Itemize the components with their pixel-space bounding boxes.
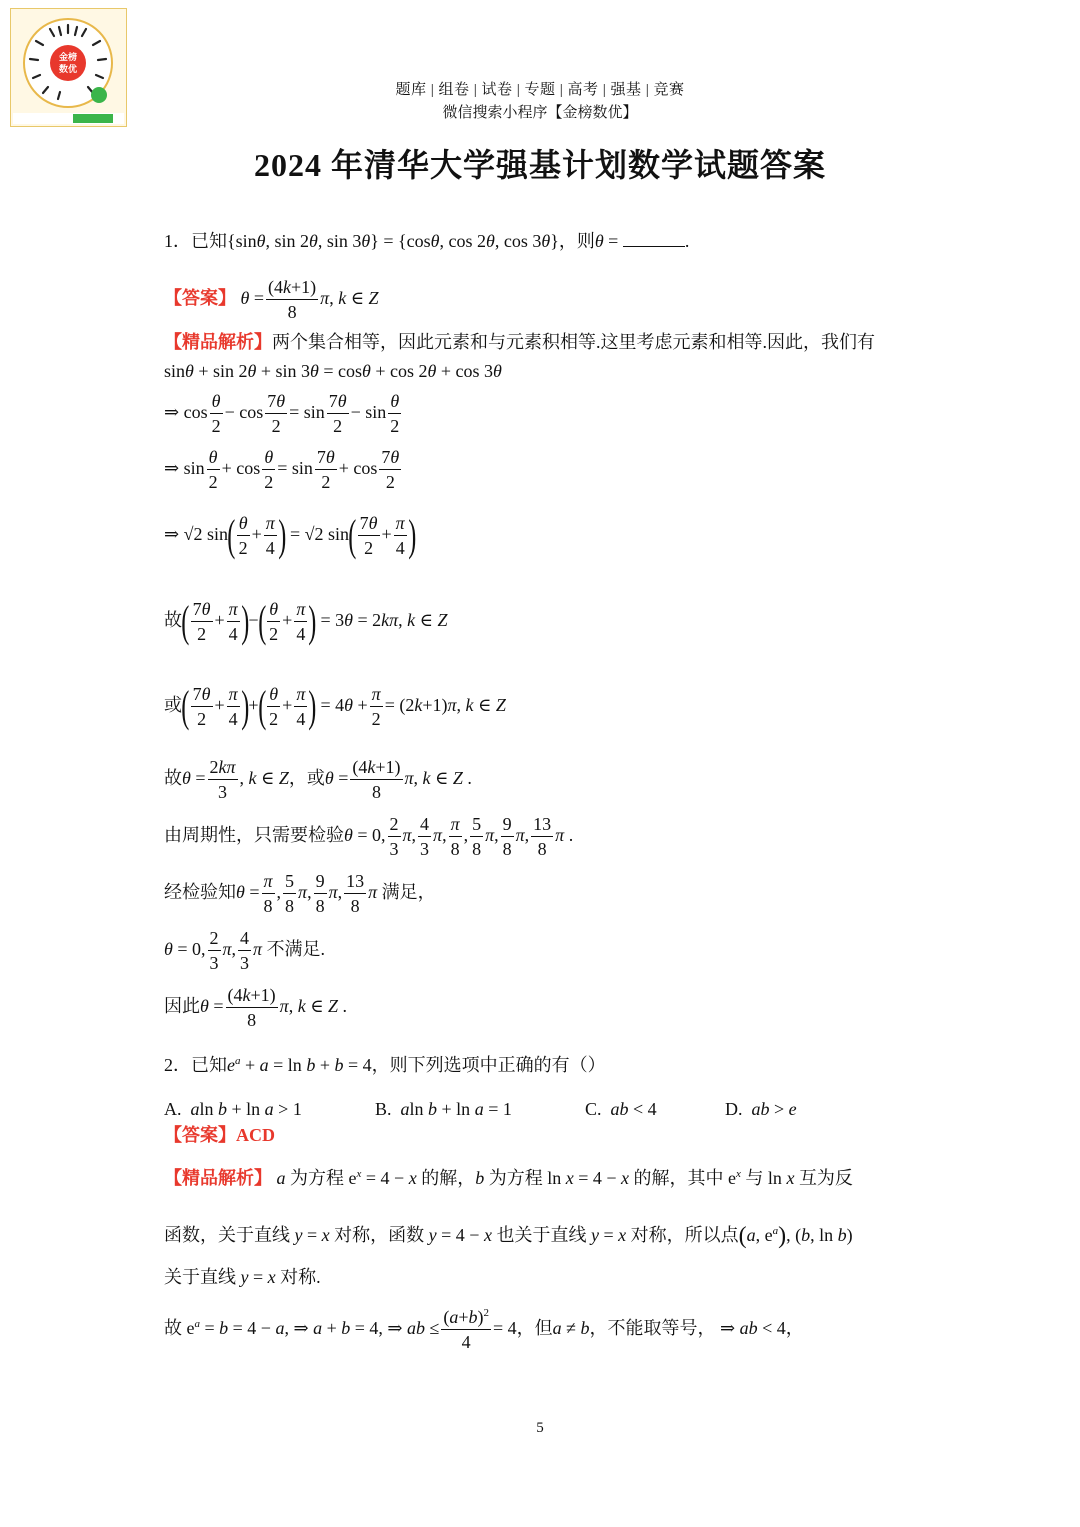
q2-option-a: A. aln b + ln a > 1 <box>164 1099 302 1119</box>
page-title: 2024 年清华大学强基计划数学试题答案 <box>253 147 826 183</box>
q2-option-b: B. aln b + ln a = 1 <box>375 1099 512 1119</box>
q1-not-satisfy: θ = 0, $\frac{2}{3}$ π, $\frac{4}{3}$ π 不满足. <box>164 928 326 973</box>
q1-periodicity: 由周期性，只需要检验θ = 0, $\frac{2}{3}$ π, $\frac{4}{3}$ π, $\frac{\pi}{8}$ , $\frac{5}{8}$ π, $\frac{9}{8}$ π, $\frac{13}{8}$ π . <box>164 814 574 859</box>
q1-statement: 1．已知{sinθ, sin 2θ, sin 3θ} = {cosθ, cos 2θ, cos 3θ}，则θ = . <box>164 231 690 251</box>
q1-step-2: ⇒ cos $\frac{\theta}{2}$ − cos $\frac{7\theta}{2}$ = sin $\frac{7\theta}{2}$ − sin $\frac{\theta}{2}$ <box>164 391 400 436</box>
page-number: 5 <box>536 1420 544 1436</box>
q2-analysis-3: 关于直线 y = x 对称. <box>164 1267 321 1287</box>
q1-case-1: 故( $\frac{7\theta}{2}$ + $\frac{\pi}{4}$ )−( $\frac{\theta}{2}$ + $\frac{\pi}{4}$ ) = 3θ = 2kπ, k ∈ Z <box>164 597 448 646</box>
q1-step-1: sinθ + sin 2θ + sin 3θ = cosθ + cos 2θ + cos 3θ <box>164 361 502 381</box>
q2-option-d: D. ab > e <box>725 1099 797 1119</box>
q1-check: 经检验知θ = $\frac{\pi}{8}$ , $\frac{5}{8}$ π, $\frac{9}{8}$ π, $\frac{13}{8}$ π 满足， <box>164 871 436 916</box>
q2-analysis-1: 【精品解析】 a 为方程 $e^x = 4 - x$ 的解，b 为方程 ln x = 4 − x 的解，其中 $e^x$ 与 ln x 互为反 <box>164 1168 853 1188</box>
q2-analysis-2: 函数，关于直线 y = x 对称，函数 y = 4 − x 也关于直线 y = x 对称，所以点(a, $e^a$), (b, ln b) <box>164 1223 853 1249</box>
logo-center-text: 金榜 <box>58 53 78 63</box>
q1-conclusion: 因此θ = $\frac{(4k+1)}{8}$ π, k ∈ Z . <box>164 985 348 1030</box>
q2-analysis-4: 故 $e^a = b = 4 - a$, ⇒ a + b = 4, ⇒ ab ≤ $\frac{(a+b)^2}{4}$ = 4，但a ≠ b，不能取等号， ⇒ ab < 4， <box>164 1307 804 1352</box>
q1-analysis-intro: 【精品解析】两个集合相等，因此元素和与元素积相等.这里考虑元素和相等.因此，我们有 <box>164 332 875 352</box>
q1-step-4: ⇒ √2 sin( $\frac{\theta}{2}$ + $\frac{\pi}{4}$ ) = √2 sin( $\frac{7\theta}{2}$ + $\frac{\pi}{4}$ ) <box>164 511 417 560</box>
q1-solutions: 故θ = $\frac{2k\pi}{3}$ , k ∈ Z，或θ = $\frac{(4k+1)}{8}$ π, k ∈ Z . <box>164 757 472 802</box>
header-nav: 题库 | 组卷 | 试卷 | 专题 | 高考 | 强基 | 竞赛 <box>395 82 685 98</box>
q1-step-3: ⇒ sin $\frac{\theta}{2}$ + cos $\frac{\theta}{2}$ = sin $\frac{7\theta}{2}$ + cos $\frac{7\theta}{2}$ <box>164 447 400 492</box>
q2-statement: 2．已知$e^a + a = \ln b + b = 4$，则下列选项中正确的有（） <box>164 1055 606 1075</box>
svg-text:数优: 数优 <box>58 65 78 75</box>
q1-answer: 【答案】 θ = $\frac{(4k+1)}{8}$ π, k ∈ Z <box>164 277 379 322</box>
q2-option-c: C. ab < 4 <box>585 1099 657 1119</box>
answer-blank <box>623 245 685 247</box>
q2-answer: 【答案】ACD <box>164 1125 275 1145</box>
q1-case-2: 或( $\frac{7\theta}{2}$ + $\frac{\pi}{4}$ )+( $\frac{\theta}{2}$ + $\frac{\pi}{4}$ ) = 4θ + $\frac{\pi}{2}$ = (2k+1)π, k ∈ Z <box>164 682 506 731</box>
header-subtitle: 微信搜索小程序【金榜数优】 <box>442 105 638 121</box>
